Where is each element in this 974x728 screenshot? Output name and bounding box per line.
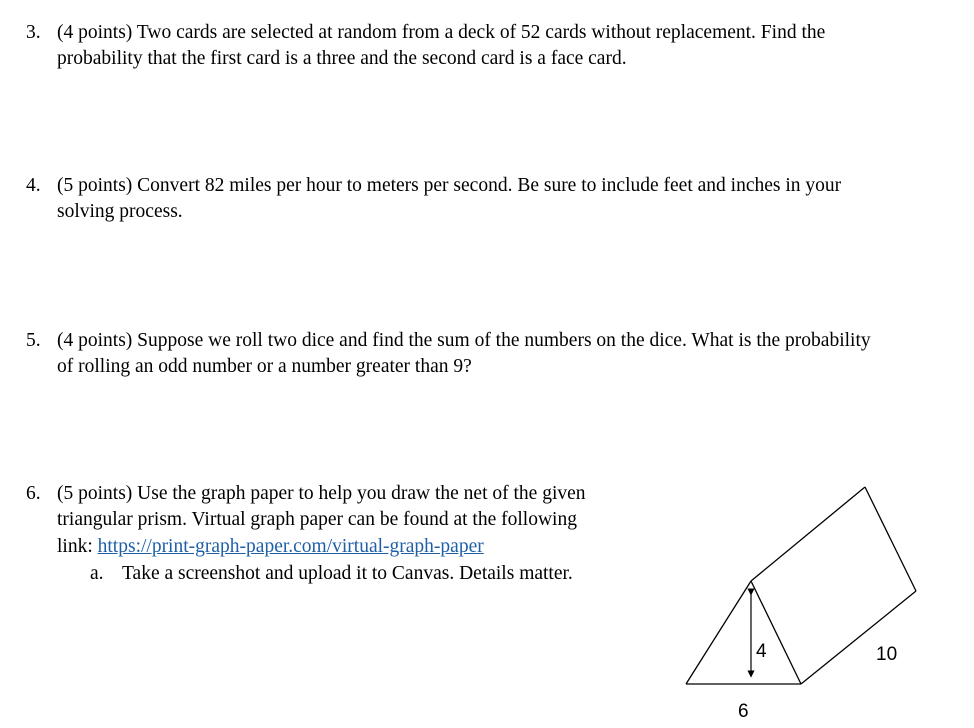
question-6-line-1: (5 points) Use the graph paper to help you draw the net of the given	[57, 483, 586, 504]
question-6-line-2: triangular prism. Virtual graph paper can be found at the following	[57, 509, 577, 530]
question-3-line-2: probability that the first card is a three and the second card is a face card.	[57, 48, 627, 69]
graph-paper-link[interactable]: https://print-graph-paper.com/virtual-graph-paper	[97, 536, 484, 557]
prism-left-edge	[686, 581, 751, 684]
prism-bottom-ridge	[801, 591, 916, 684]
subitem-a-label: a.	[90, 563, 104, 584]
question-4-number: 4.	[26, 175, 41, 196]
question-6-number: 6.	[26, 483, 41, 504]
question-3-number: 3.	[26, 22, 41, 43]
prism-top-ridge	[751, 487, 865, 581]
question-5-line-1: (4 points) Suppose we roll two dice and find the sum of the numbers on the dice. What is the probability	[57, 330, 871, 351]
question-3-line-1: (4 points) Two cards are selected at random from a deck of 52 cards without replacement. Find the	[57, 22, 826, 43]
subitem-a-text: Take a screenshot and upload it to Canvas. Details matter.	[122, 563, 573, 584]
link-prefix: link:	[57, 536, 98, 557]
question-5-number: 5.	[26, 330, 41, 351]
prism-right-edge	[751, 581, 801, 684]
question-4-line-2: solving process.	[57, 201, 183, 222]
prism-back-edge	[865, 487, 916, 591]
question-5-line-2: of rolling an odd number or a number greater than 9?	[57, 356, 472, 377]
height-label: 4	[756, 641, 767, 662]
length-label: 10	[876, 644, 898, 665]
question-4-line-1: (5 points) Convert 82 miles per hour to meters per second. Be sure to include feet and inches in your	[57, 175, 842, 196]
base-label: 6	[738, 701, 749, 722]
